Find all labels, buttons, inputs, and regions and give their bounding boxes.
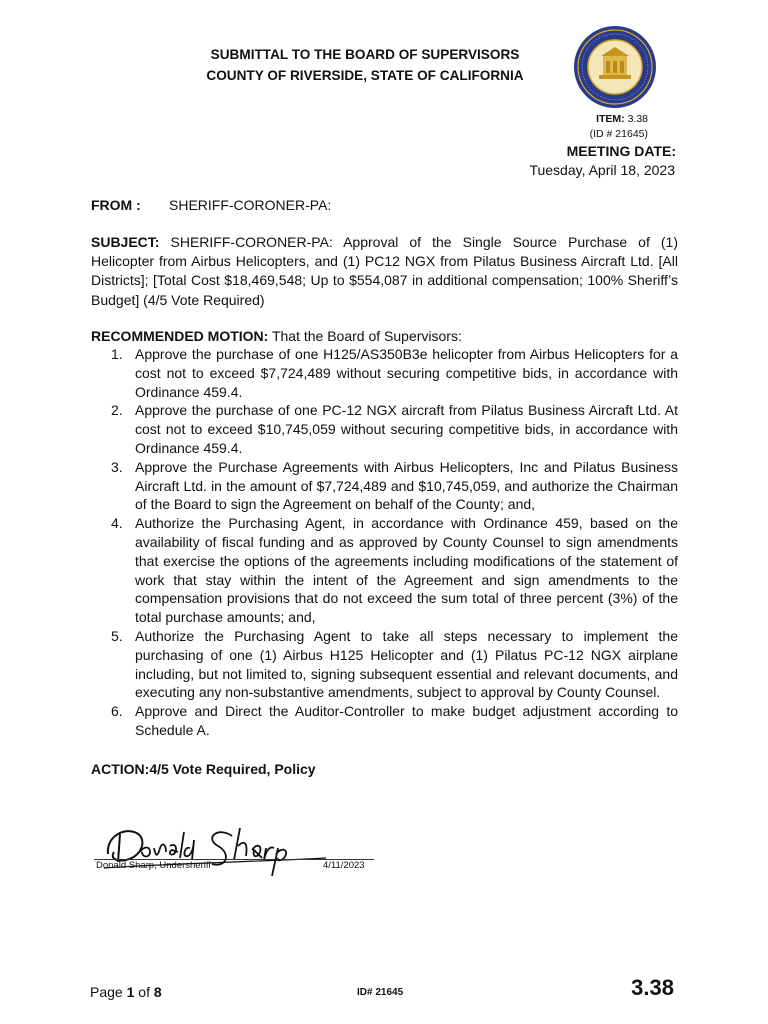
motion-item [111,401,678,457]
motion-item [111,458,678,514]
motion-text: Approve the purchase of one H125/AS350B3e helicopter from Airbus Helicopters for a cost not to exceed $7,724,489 without securing competitive bids, in accordance with Ordinance 459.4. [135,346,678,400]
recommended-motion-label: RECOMMENDED MOTION: [91,328,269,344]
recommended-motion-intro: That the Board of Supervisors: [271,328,462,344]
document-header [180,44,550,86]
motion-text: Authorize the Purchasing Agent to take all steps necessary to implement the purchasing of one (1) Airbus H125 Helicopter and (1) Pilatus PC-12 NGX airplane including, but not limited to, signing subsequent essential and relevant documents, and executing any non-substantive amendments, subject to approval by County Counsel. [135,627,678,701]
header-line-1: SUBMITTAL TO THE BOARD OF SUPERVISORS [210,47,520,62]
subject-text: SHERIFF-CORONER-PA: Approval of the Single Source Purchase of (1) Helicopter from Airbus Helicopters, and (1) PC12 NGX from Pilatus Business Aircraft Ltd. [All Districts]; [Total Cost $18,469,548; Up to $554,087 in additional compensation; 100% Sheriff’s Budget] (4/5 Vote Required) [91,234,678,308]
item-value: 3.38 [627,113,648,125]
from-label: FROM : [91,197,141,213]
item-label: ITEM: [596,113,625,125]
county-seal-icon [573,25,657,109]
motion-item [111,627,678,702]
motion-item [111,702,678,740]
page-word: Page [90,984,123,1000]
motion-number: 5. [111,627,123,644]
page-current: 1 [126,984,135,1000]
motion-number: 4. [111,515,123,532]
item-block [590,112,648,142]
recommended-motion-heading [91,327,462,345]
motion-text: Approve the purchase of one PC-12 NGX aircraft from Pilatus Business Aircraft Ltd. At cost not to exceed $10,745,059 without securing competitive bids, in accordance with Ordinance 459.4. [135,402,678,456]
motion-text: Authorize the Purchasing Agent, in accordance with Ordinance 459, based on the availability of fiscal funding and as approved by County Counsel to sign amendments that exercise the options of the agreements including modifications of the statement of work that stay within the intent of the Agreement and sign amendments to the compensation provisions that do not exceed the sum total of three percent (3%) of the total purchase amounts; and, [135,515,678,626]
subject-paragraph [91,233,678,310]
item-id: (ID # 21645) [589,128,648,140]
motion-number: 1. [111,346,123,362]
motion-item [111,514,678,627]
footer-item-number: 3.38 [631,975,674,1000]
from-value: SHERIFF-CORONER-PA: [169,197,332,213]
signature-date: 4/11/2023 [323,860,365,871]
subject-label: SUBJECT: [91,234,160,250]
motion-number: 6. [111,703,123,720]
page-number [90,983,162,1001]
motion-item [111,345,678,401]
motion-list [111,345,678,740]
motion-text: Approve and Direct the Auditor-Controller to make budget adjustment according to Schedule A. [135,703,678,738]
footer-id: ID# 21645 [357,987,404,998]
meeting-date-value: Tuesday, April 18, 2023 [529,162,675,178]
motion-text: Approve the Purchase Agreements with Airbus Helicopters, Inc and Pilatus Business Aircraft Ltd. in the amount of $7,724,489 and $10,745,059, and authorize the Chairman of the Board to sign the Agreement on behalf of the County; and, [135,458,678,513]
header-line-2: COUNTY OF RIVERSIDE, STATE OF CALIFORNIA [206,68,524,83]
motion-number: 2. [111,402,123,419]
meeting-date-label: MEETING DATE: [566,143,676,159]
action-line: ACTION:4/5 Vote Required, Policy [91,761,316,777]
signer-name: Donald Sharp, Undersheriff [96,860,211,871]
page-of: of [138,984,150,1000]
page-total: 8 [153,984,162,1000]
motion-number: 3. [111,458,123,475]
from-line [91,196,331,214]
